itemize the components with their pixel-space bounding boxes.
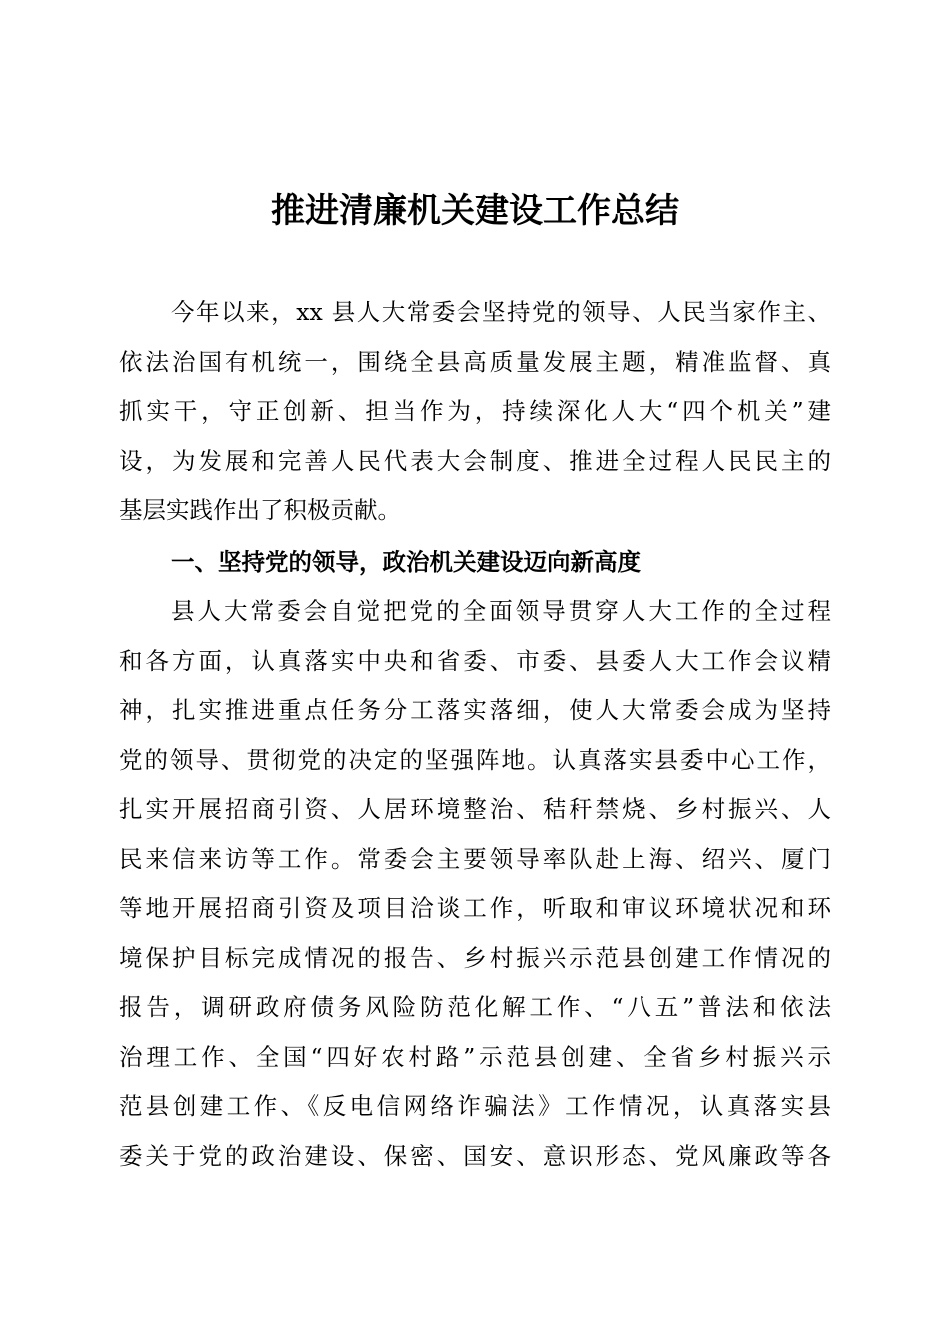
document-title: 推进清廉机关建设工作总结 [271,191,679,231]
paragraph-line: 依法治国有机统一，围绕全县高质量发展主题，精准监督、真 [119,347,831,376]
paragraph-line: 抓实干，守正创新、担当作为，持续深化人大“四个机关”建 [119,397,831,425]
paragraph-line: 县人大常委会自觉把党的全面领导贯穿人大工作的全过程 [171,597,831,625]
paragraph-line: 范县创建工作、《反电信网络诈骗法》工作情况，认真落实县 [119,1092,831,1120]
paragraph-line: 报告，调研政府债务风险防范化解工作、“八五”普法和依法 [119,993,831,1021]
paragraph-line: 党的领导、贯彻党的决定的坚强阵地。认真落实县委中心工作， [119,745,831,774]
paragraph-line: 基层实践作出了积极贡献。 [119,496,401,524]
paragraph-line: 神，扎实推进重点任务分工落实落细，使人大常委会成为坚持 [119,696,831,724]
paragraph-line: 今年以来，xx 县人大常委会坚持党的领导、人民当家作主、 [171,298,831,326]
section-heading: 一、坚持党的领导，政治机关建设迈向新高度 [171,548,641,576]
paragraph-line: 扎实开展招商引资、人居环境整治、秸秆禁烧、乡村振兴、人 [119,795,831,823]
paragraph-line: 和各方面，认真落实中央和省委、市委、县委人大工作会议精 [119,646,831,675]
paragraph-line: 等地开展招商引资及项目洽谈工作，听取和审议环境状况和环 [119,894,831,922]
paragraph-line: 设，为发展和完善人民代表大会制度、推进全过程人民民主的 [119,446,831,475]
section-paragraph [119,587,831,1181]
paragraph-line: 委关于党的政治建设、保密、国安、意识形态、党风廉政等各 [119,1141,831,1170]
paragraph-line: 治理工作、全国“四好农村路”示范县创建、全省乡村振兴示 [119,1042,831,1071]
paragraph-line: 境保护目标完成情况的报告、乡村振兴示范县创建工作情况的 [119,943,831,972]
intro-paragraph [119,288,831,536]
paragraph-line: 民来信来访等工作。常委会主要领导率队赴上海、绍兴、厦门 [119,844,831,873]
